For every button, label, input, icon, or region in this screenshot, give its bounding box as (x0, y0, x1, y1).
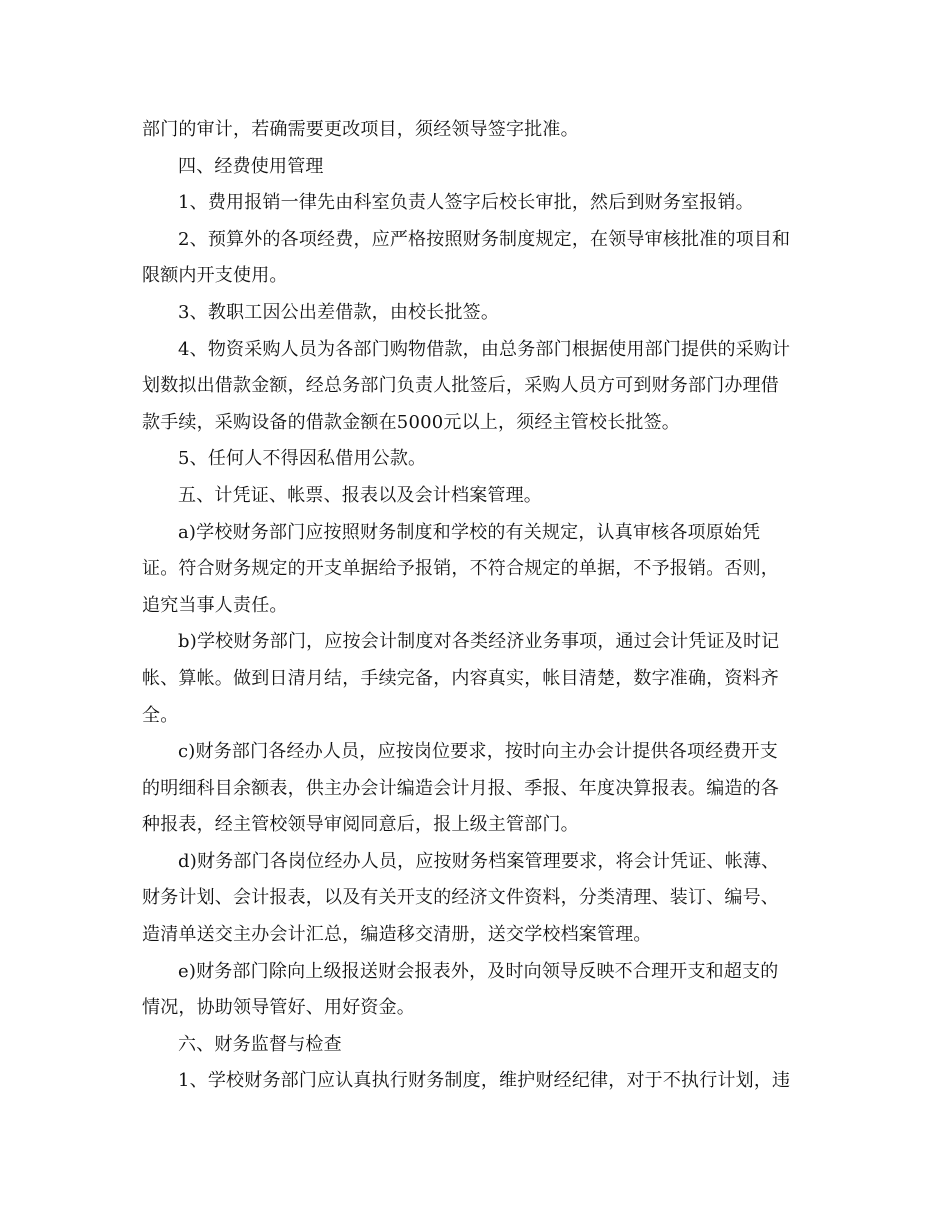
text-line: b)学校财务部门，应按会计制度对各类经济业务事项，通过会计凭证及时记 (178, 631, 780, 653)
paragraph-item-5 (142, 441, 802, 478)
text-line: 4、物资采购人员为各部门购物借款，由总务部门根据使用部门提供的采购计 (178, 338, 791, 360)
paragraph-supervision-item-1 (142, 1063, 802, 1100)
section-heading-vouchers-archives (142, 478, 802, 515)
text-line: 财务计划、会计报表，以及有关开支的经济文件资料，分类清理、装订、编号、 (142, 887, 779, 909)
document-body (142, 112, 802, 1100)
text-line: 的明细科目余额表，供主办会计编造会计月报、季报、年度决算报表。编造的各 (142, 777, 779, 799)
paragraph-item-a (142, 515, 802, 625)
paragraph-item-3 (142, 295, 802, 332)
text-line: 帐、算帐。做到日清月结，手续完备，内容真实，帐目清楚，数字准确，资料齐 (142, 667, 779, 689)
text-line: 部门的审计，若确需要更改项目，须经领导签字批准。 (142, 119, 579, 140)
section-heading-financial-supervision (142, 1027, 802, 1064)
text-line: 2、预算外的各项经费，应严格按照财务制度规定，在领导审核批准的项目和 (178, 228, 791, 250)
paragraph-item-d (142, 844, 802, 954)
paragraph-audit-approval (142, 112, 802, 149)
paragraph-item-c (142, 734, 802, 844)
paragraph-item-e (142, 954, 802, 1027)
section-heading-funds-management (142, 149, 802, 186)
text-line: 3、教职工因公出差借款，由校长批签。 (178, 301, 500, 323)
text-line: 1、费用报销一律先由科室负责人签字后校长审批，然后到财务室报销。 (178, 192, 754, 214)
text-line: 五、计凭证、帐票、报表以及会计档案管理。 (178, 484, 542, 506)
text-line: e)财务部门除向上级报送财会报表外，及时向领导反映不合理开支和超支的 (178, 960, 779, 982)
text-line: 六、财务监督与检查 (178, 1033, 342, 1055)
paragraph-item-2 (142, 222, 802, 295)
text-line: c)财务部门各经办人员，应按岗位要求，按时向主办会计提供各项经费开支 (178, 741, 778, 763)
text-line: 种报表，经主管校领导审阅同意后，报上级主管部门。 (142, 814, 579, 836)
text-line: a)学校财务部门应按照财务制度和学校的有关规定，认真审核各项原始凭 (178, 521, 761, 543)
paragraph-item-4 (142, 332, 802, 442)
text-line: 划数拟出借款金额，经总务部门负责人批签后，采购人员方可到财务部门办理借 (142, 375, 779, 397)
text-line: 证。符合财务规定的开支单据给予报销，不符合规定的单据，不予报销。否则， (142, 558, 779, 580)
text-line: 造清单送交主办会计汇总，编造移交清册，送交学校档案管理。 (142, 924, 652, 946)
text-line: 全。 (142, 704, 179, 726)
text-line: 四、经费使用管理 (178, 155, 324, 177)
text-line: 情况，协助领导管好、用好资金。 (142, 997, 415, 1019)
text-line: d)财务部门各岗位经办人员，应按财务档案管理要求，将会计凭证、帐薄、 (178, 850, 780, 872)
text-line: 1、学校财务部门应认真执行财务制度，维护财经纪律，对于不执行计划，违 (178, 1070, 791, 1092)
text-line: 追究当事人责任。 (142, 594, 288, 616)
paragraph-item-b (142, 624, 802, 734)
text-line: 限额内开支使用。 (142, 265, 288, 287)
text-line: 5、任何人不得因私借用公款。 (178, 448, 427, 470)
paragraph-item-1 (142, 185, 802, 222)
text-line: 款手续，采购设备的借款金额在5000元以上，须经主管校长批签。 (142, 411, 681, 433)
